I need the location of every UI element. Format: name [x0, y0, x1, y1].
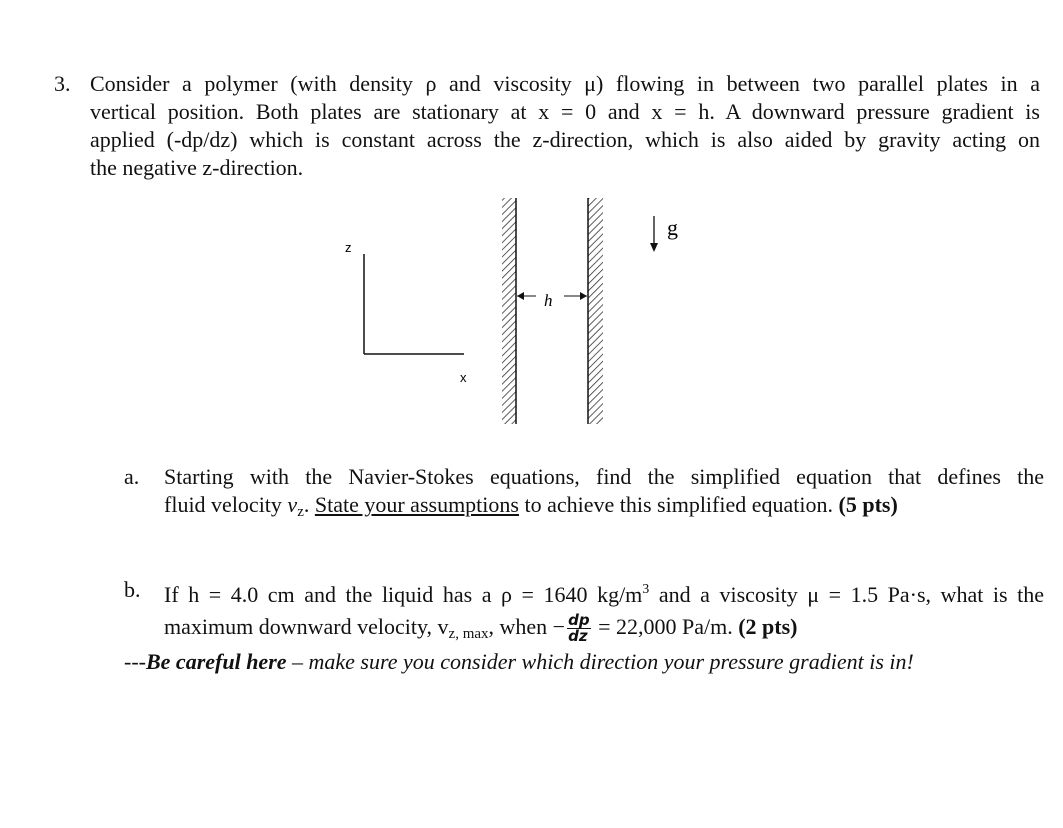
right-plate	[588, 198, 603, 424]
part-a-points: (5 pts)	[838, 492, 898, 517]
part-a-line1: Starting with the Navier-Stokes equations, find the simplified equation that defines the	[164, 464, 1044, 489]
warning-note: ---Be careful here – make sure you consider which direction your pressure gradient is in!	[124, 649, 914, 674]
coordinate-axes	[345, 240, 467, 385]
velocity-symbol: v	[287, 492, 298, 517]
warning-emphasis: Be careful here	[145, 649, 287, 674]
question-line: vertical position. Both plates are stationary at x = 0 and x = h. A downward pressure gradient is	[90, 99, 1040, 124]
dp-dz-fraction: $\frac{dp}{dz}$	[568, 611, 590, 646]
gap-dimension	[517, 291, 587, 310]
assumptions-emphasis: State your assumptions	[314, 492, 519, 517]
question-number: 3.	[54, 71, 71, 96]
part-a-line2: fluid velocity $v_z$. State your assumptions to achieve this simplified equation. (5 pts)	[164, 492, 898, 520]
part-b-label: b.	[124, 577, 141, 602]
question-line: applied (-dp/dz) which is constant across the z-direction, which is also aided by gravity acting on	[90, 127, 1040, 152]
question-text	[90, 70, 1040, 182]
gap-label-h: h	[544, 291, 553, 310]
gravity-label: g	[667, 215, 678, 240]
question-line: the negative z-direction.	[90, 155, 304, 180]
left-plate	[502, 198, 516, 424]
part-b-body	[164, 576, 1044, 648]
part-b-points: (2 pts)	[738, 614, 798, 639]
axis-z-label: z	[345, 240, 352, 255]
part-a-body	[164, 463, 1044, 526]
gravity-arrow	[650, 215, 678, 252]
parallel-plates-diagram	[330, 188, 710, 428]
question-line: Consider a polymer (with density ρ and viscosity μ) flowing in between two parallel plates in a	[90, 71, 1040, 96]
part-a-label: a.	[124, 464, 140, 489]
part-b-line1: If h = 4.0 cm and the liquid has a ρ = 1640 $kg/m^3$ and a viscosity μ = 1.5 Pa·s, what is the	[164, 582, 1044, 607]
part-b-line2: maximum downward velocity, $v_{z, max}$, when − $\frac{dp}{dz}$ = 22,000 Pa/m. (2 pts)	[164, 611, 798, 646]
axis-x-label: x	[460, 370, 467, 385]
